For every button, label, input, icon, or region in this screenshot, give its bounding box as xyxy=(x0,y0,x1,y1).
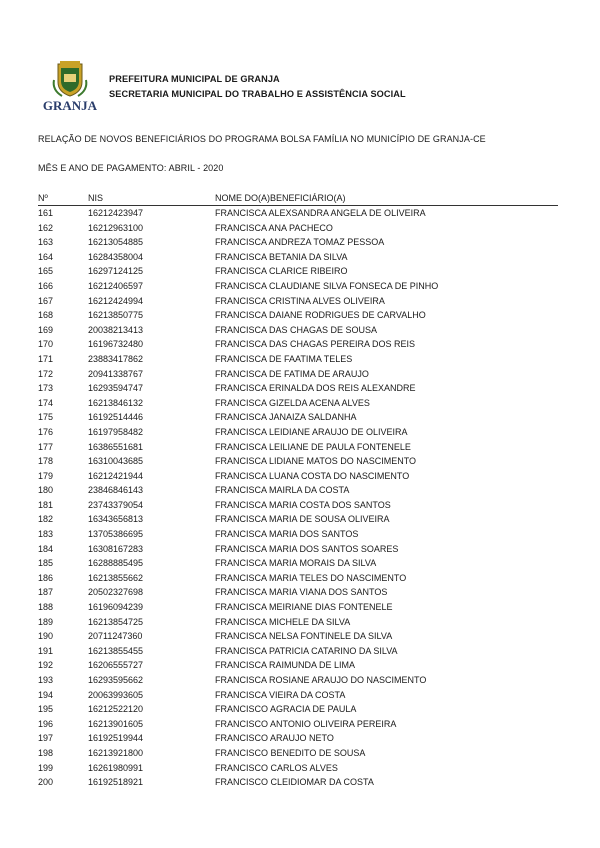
table-row xyxy=(38,469,558,484)
table-row xyxy=(38,483,558,498)
row-name: FRANCISCA GIZELDA ACENA ALVES xyxy=(215,397,370,408)
row-name: FRANCISCA CLARICE RIBEIRO xyxy=(215,266,348,277)
table-row xyxy=(38,658,558,673)
row-name: FRANCISCA MARIA MORAIS DA SILVA xyxy=(215,558,377,569)
table-row xyxy=(38,761,558,776)
row-number: 167 xyxy=(38,295,54,306)
table-row xyxy=(38,425,558,440)
row-name: FRANCISCA ROSIANE ARAUJO DO NASCIMENTO xyxy=(215,675,427,685)
row-nis: 16213855662 xyxy=(88,572,144,583)
row-number: 165 xyxy=(38,266,54,277)
row-number: 170 xyxy=(38,339,54,350)
row-number: 197 xyxy=(38,733,54,744)
row-number: 169 xyxy=(38,324,54,335)
row-nis: 16288885495 xyxy=(88,558,144,569)
row-nis: 16192519944 xyxy=(88,733,144,744)
row-number: 163 xyxy=(38,237,54,248)
row-nis: 16212424994 xyxy=(88,295,144,306)
row-name: FRANCISCA PATRICIA CATARINO DA SILVA xyxy=(215,645,398,656)
row-number: 184 xyxy=(38,543,54,554)
row-nis: 23743379054 xyxy=(88,499,144,510)
table-row xyxy=(38,556,558,571)
row-number: 180 xyxy=(38,485,54,496)
table-row xyxy=(38,396,558,411)
header-name: NOME DO(A)BENEFICIÁRIO(A) xyxy=(215,193,346,203)
row-nis: 20038213413 xyxy=(88,324,144,335)
table-row xyxy=(38,702,558,717)
prefeitura-title: PREFEITURA MUNICIPAL DE GRANJA xyxy=(109,74,280,84)
row-number: 187 xyxy=(38,587,54,598)
document-subtitle: RELAÇÃO DE NOVOS BENEFICIÁRIOS DO PROGRAMA BOLSA FAMÍLIA NO MUNICÍPIO DE GRANJA-CE xyxy=(38,134,486,144)
row-number: 171 xyxy=(38,353,54,364)
row-name: FRANCISCA VIEIRA DA COSTA xyxy=(215,689,346,700)
payment-period: MÊS E ANO DE PAGAMENTO: ABRIL - 2020 xyxy=(38,163,224,173)
row-name: FRANCISCA BETANIA DA SILVA xyxy=(215,251,348,262)
row-nis: 16297124125 xyxy=(88,266,144,277)
table-row xyxy=(38,615,558,630)
table-row xyxy=(38,585,558,600)
row-number: 200 xyxy=(38,777,54,788)
table-row xyxy=(38,381,558,396)
row-number: 175 xyxy=(38,412,54,423)
row-number: 182 xyxy=(38,514,54,525)
row-number: 192 xyxy=(38,660,54,671)
row-name: FRANCISCA DAIANE RODRIGUES DE CARVALHO xyxy=(215,310,426,321)
row-name: FRANCISCA LUANA COSTA DO NASCIMENTO xyxy=(215,470,410,481)
row-name: FRANCISCO AGRACIA DE PAULA xyxy=(215,704,357,715)
row-nis: 16213921800 xyxy=(88,747,144,758)
row-number: 183 xyxy=(38,529,54,540)
row-name: FRANCISCO BENEDITO DE SOUSA xyxy=(215,747,366,758)
row-nis: 23883417862 xyxy=(88,353,144,364)
row-number: 191 xyxy=(38,645,54,656)
row-nis: 16293594747 xyxy=(88,383,144,394)
row-name: FRANCISCA MAIRLA DA COSTA xyxy=(215,485,350,496)
row-nis: 16213901605 xyxy=(88,718,144,729)
row-name: FRANCISCA CLAUDIANE SILVA FONSECA DE PINHO xyxy=(215,280,439,291)
row-nis: 16213855455 xyxy=(88,645,144,656)
row-nis: 20063993605 xyxy=(88,689,144,700)
beneficiaries-table xyxy=(38,192,558,790)
row-name: FRANCISCA LIDIANE MATOS DO NASCIMENTO xyxy=(215,456,417,467)
row-number: 199 xyxy=(38,762,54,773)
row-name: FRANCISCO CARLOS ALVES xyxy=(215,762,338,773)
table-header xyxy=(38,192,558,206)
row-nis: 16293595662 xyxy=(88,675,144,685)
row-number: 195 xyxy=(38,704,54,715)
row-number: 172 xyxy=(38,368,54,379)
row-number: 198 xyxy=(38,747,54,758)
row-nis: 16206555727 xyxy=(88,660,144,671)
row-name: FRANCISCA MARIA DE SOUSA OLIVEIRA xyxy=(215,514,390,525)
table-row xyxy=(38,644,558,659)
svg-text:GRANJA: GRANJA xyxy=(42,98,98,112)
table-row xyxy=(38,352,558,367)
row-nis: 23846846143 xyxy=(88,485,144,496)
coat-of-arms-icon xyxy=(40,60,100,112)
table-row xyxy=(38,250,558,265)
table-row xyxy=(38,673,558,688)
table-row xyxy=(38,323,558,338)
table-row xyxy=(38,410,558,425)
table-row xyxy=(38,731,558,746)
municipality-logo xyxy=(40,60,100,112)
table-row xyxy=(38,527,558,542)
row-name: FRANCISCO ANTONIO OLIVEIRA PEREIRA xyxy=(215,718,397,729)
row-name: FRANCISCA MARIA VIANA DOS SANTOS xyxy=(215,587,388,598)
row-nis: 20941338767 xyxy=(88,368,144,379)
row-number: 166 xyxy=(38,280,54,291)
row-number: 161 xyxy=(38,208,54,218)
row-nis: 16192514446 xyxy=(88,412,144,423)
row-name: FRANCISCA MEIRIANE DIAS FONTENELE xyxy=(215,602,393,613)
row-name: FRANCISCA DAS CHAGAS DE SOUSA xyxy=(215,324,378,335)
row-number: 185 xyxy=(38,558,54,569)
row-nis: 16212421944 xyxy=(88,470,144,481)
table-row xyxy=(38,571,558,586)
row-number: 164 xyxy=(38,251,54,262)
row-nis: 16213054885 xyxy=(88,237,144,248)
row-name: FRANCISCA LEIDIANE ARAUJO DE OLIVEIRA xyxy=(215,426,408,437)
row-nis: 16310043685 xyxy=(88,456,144,467)
row-number: 181 xyxy=(38,499,54,510)
table-row xyxy=(38,600,558,615)
table-row xyxy=(38,221,558,236)
row-number: 168 xyxy=(38,310,54,321)
table-row xyxy=(38,454,558,469)
document-header xyxy=(109,72,406,102)
row-nis: 16308167283 xyxy=(88,543,144,554)
row-number: 196 xyxy=(38,718,54,729)
row-number: 188 xyxy=(38,602,54,613)
table-row xyxy=(38,512,558,527)
table-row xyxy=(38,235,558,250)
row-nis: 16212522120 xyxy=(88,704,144,715)
row-name: FRANCISCA ANA PACHECO xyxy=(215,222,333,233)
row-name: FRANCISCA DE FAATIMA TELES xyxy=(215,353,353,364)
table-row xyxy=(38,308,558,323)
row-name: FRANCISCA DAS CHAGAS PEREIRA DOS REIS xyxy=(215,339,416,350)
row-name: FRANCISCA MICHELE DA SILVA xyxy=(215,616,351,627)
row-name: FRANCISCA LEILIANE DE PAULA FONTENELE xyxy=(215,441,411,452)
table-row xyxy=(38,264,558,279)
header-number: Nº xyxy=(38,193,48,203)
row-nis: 16343656813 xyxy=(88,514,144,525)
row-nis: 16196094239 xyxy=(88,602,144,613)
table-row xyxy=(38,279,558,294)
row-number: 190 xyxy=(38,631,54,642)
row-number: 176 xyxy=(38,426,54,437)
row-nis: 16196732480 xyxy=(88,339,144,350)
row-nis: 13705386695 xyxy=(88,529,144,540)
table-row xyxy=(38,775,558,790)
table-row xyxy=(38,629,558,644)
table-row xyxy=(38,688,558,703)
header-nis: NIS xyxy=(88,193,104,203)
row-name: FRANCISCO ARAUJO NETO xyxy=(215,733,334,744)
row-name: FRANCISCA NELSA FONTINELE DA SILVA xyxy=(215,631,393,642)
row-nis: 16212963100 xyxy=(88,222,144,233)
row-nis: 20711247360 xyxy=(88,631,143,642)
row-name: FRANCISCA MARIA DOS SANTOS SOARES xyxy=(215,543,399,554)
row-name: FRANCISCA ERINALDA DOS REIS ALEXANDRE xyxy=(215,383,416,394)
table-row xyxy=(38,206,558,221)
row-number: 173 xyxy=(38,383,54,394)
row-nis: 16212406597 xyxy=(88,280,144,291)
row-number: 177 xyxy=(38,441,54,452)
row-number: 194 xyxy=(38,689,54,700)
row-number: 162 xyxy=(38,222,54,233)
row-nis: 16386551681 xyxy=(88,441,144,452)
row-name: FRANCISCA MARIA DOS SANTOS xyxy=(215,529,359,540)
row-name: FRANCISCA ANDREZA TOMAZ PESSOA xyxy=(215,237,385,248)
row-nis: 16213846132 xyxy=(88,397,144,408)
row-name: FRANCISCA CRISTINA ALVES OLIVEIRA xyxy=(215,295,385,306)
row-nis: 16212423947 xyxy=(88,208,144,218)
row-name: FRANCISCA JANAIZA SALDANHA xyxy=(215,412,357,423)
row-name: FRANCISCA ALEXSANDRA ANGELA DE OLIVEIRA xyxy=(215,208,426,218)
row-number: 186 xyxy=(38,572,54,583)
row-nis: 16261980991 xyxy=(88,762,144,773)
row-name: FRANCISCA DE FATIMA DE ARAUJO xyxy=(215,368,369,379)
table-row xyxy=(38,440,558,455)
row-number: 193 xyxy=(38,675,54,685)
table-row xyxy=(38,746,558,761)
table-row xyxy=(38,367,558,382)
table-row xyxy=(38,498,558,513)
row-nis: 16192518921 xyxy=(88,777,144,788)
row-name: FRANCISCO CLEIDIOMAR DA COSTA xyxy=(215,777,374,788)
row-nis: 16213854725 xyxy=(88,616,144,627)
row-number: 178 xyxy=(38,456,54,467)
row-name: FRANCISCA MARIA COSTA DOS SANTOS xyxy=(215,499,391,510)
row-nis: 16213850775 xyxy=(88,310,144,321)
table-row xyxy=(38,717,558,732)
table-row xyxy=(38,337,558,352)
table-row xyxy=(38,542,558,557)
row-name: FRANCISCA RAIMUNDA DE LIMA xyxy=(215,660,356,671)
row-number: 174 xyxy=(38,397,54,408)
row-nis: 20502327698 xyxy=(88,587,144,598)
row-number: 189 xyxy=(38,616,54,627)
row-number: 179 xyxy=(38,470,54,481)
row-nis: 16284358004 xyxy=(88,251,144,262)
row-nis: 16197958482 xyxy=(88,426,144,437)
table-row xyxy=(38,294,558,309)
table-body xyxy=(38,206,558,790)
secretaria-title: SECRETARIA MUNICIPAL DO TRABALHO E ASSISTÊNCIA SOCIAL xyxy=(109,89,406,99)
row-name: FRANCISCA MARIA TELES DO NASCIMENTO xyxy=(215,572,407,583)
